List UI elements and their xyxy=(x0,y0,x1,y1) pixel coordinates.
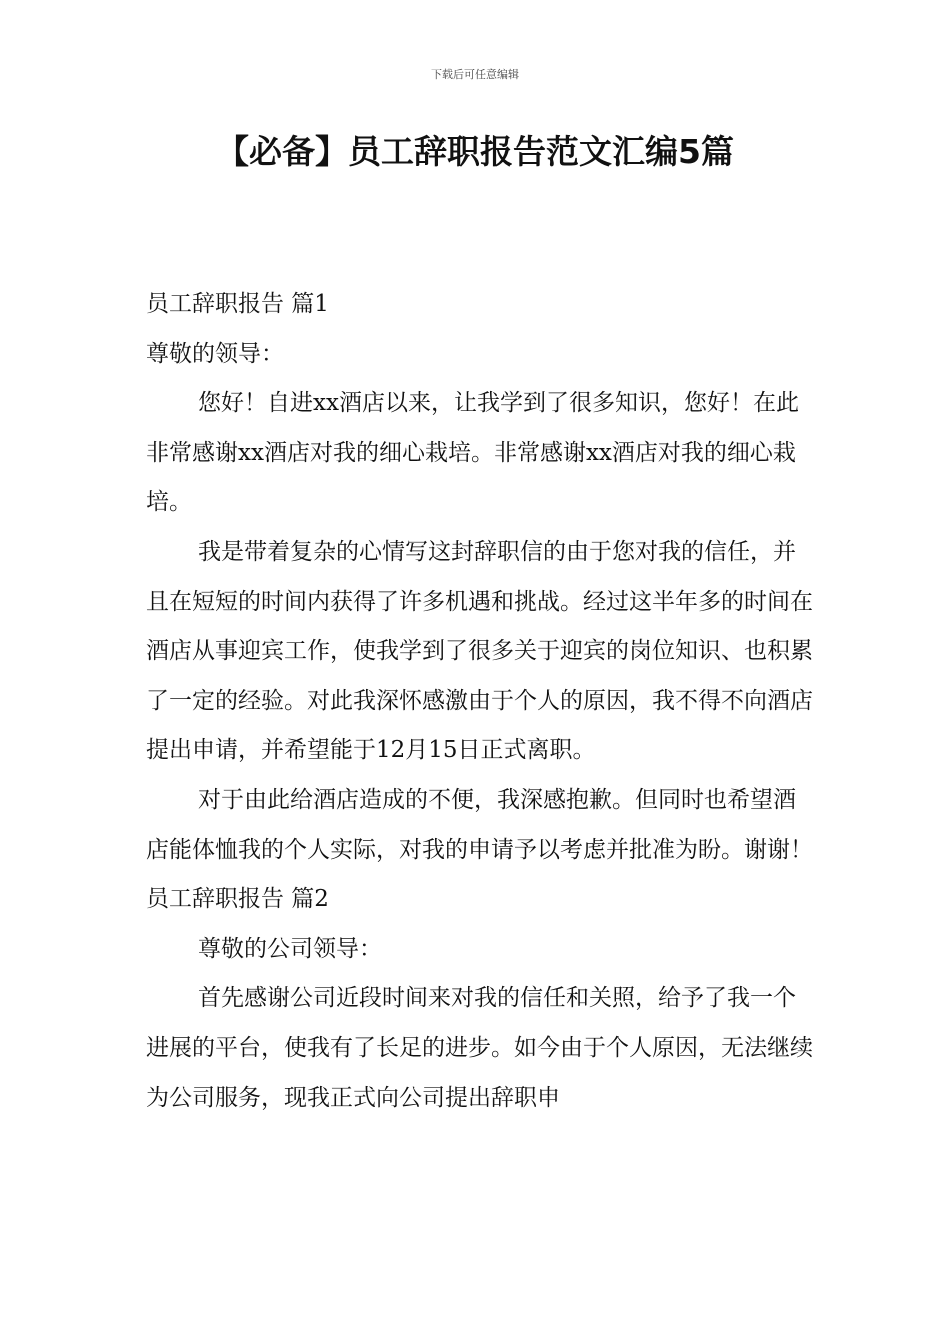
body-paragraph: 您好！自进xx酒店以来，让我学到了很多知识，您好！在此非常感谢xx酒店对我的细心栽培。非常感谢xx酒店对我的细心栽培。 xyxy=(146,390,799,516)
body-paragraph: 首先感谢公司近段时间来对我的信任和关照，给予了我一个进展的平台，使我有了长足的进步。如今由于个人原因，无法继续为公司服务，现我正式向公司提出辞职申 xyxy=(146,985,813,1111)
body-paragraph: 我是带着复杂的心情写这封辞职信的由于您对我的信任，并且在短短的时间内获得了许多机遇和挑战。经过这半年多的时间在酒店从事迎宾工作，使我学到了很多关于迎宾的岗位知识、也积累了一定的经验。对此我深怀感激由于个人的原因，我不得不向酒店提出申请，并希望能于12月15日正式离职。 xyxy=(146,538,813,764)
section-heading-1: 员工辞职报告 篇1 xyxy=(146,291,329,317)
header-note: 下载后可任意编辑 xyxy=(431,68,519,81)
salutation: 尊敬的公司领导： xyxy=(198,935,382,962)
document-title: 【必备】员工辞职报告范文汇编5篇 xyxy=(216,132,734,171)
salutation: 尊敬的领导： xyxy=(146,340,284,367)
section-heading-2: 员工辞职报告 篇2 xyxy=(146,886,329,913)
body-paragraph: 对于由此给酒店造成的不便，我深感抱歉。但同时也希望酒店能体恤我的个人实际，对我的申请予以考虑并批准为盼。谢谢！ xyxy=(146,786,813,863)
document-body xyxy=(146,280,816,1123)
